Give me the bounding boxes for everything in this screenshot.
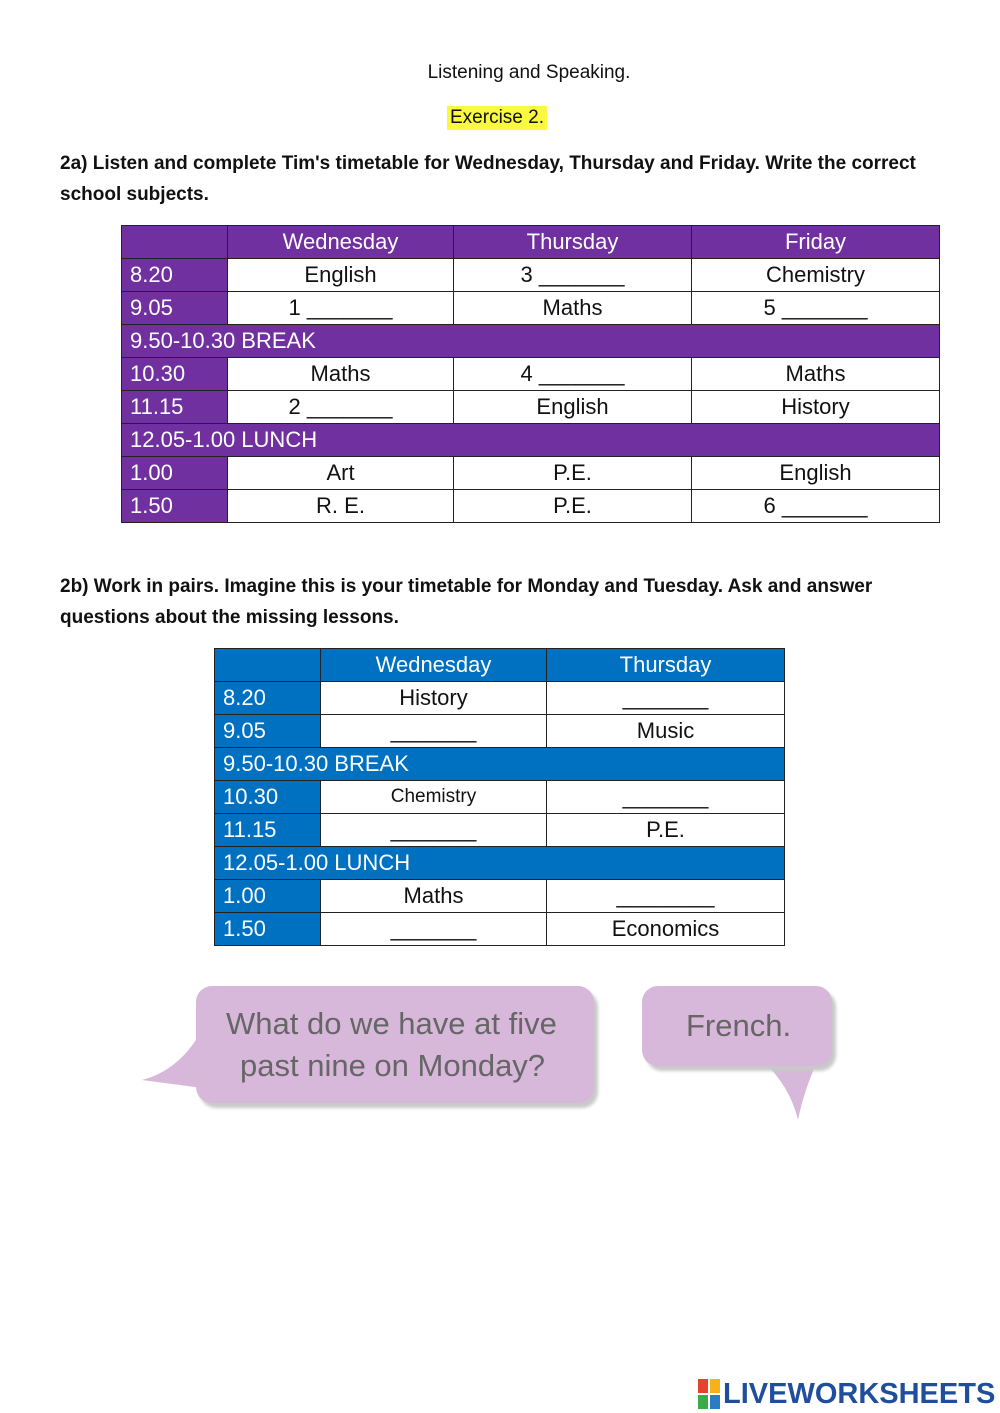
subject-cell: History — [321, 682, 547, 715]
header-corner — [122, 226, 228, 259]
blank-cell: _______ — [547, 682, 785, 715]
subject-cell: Economics — [547, 913, 785, 946]
lunch-label: 12.05-1.00 LUNCH — [122, 424, 940, 457]
time-cell: 11.15 — [215, 814, 321, 847]
subject-cell: English — [692, 457, 940, 490]
subject-cell: Maths — [228, 358, 454, 391]
subject-cell: Chemistry — [321, 781, 547, 814]
time-cell: 8.20 — [215, 682, 321, 715]
answer-blank-2[interactable]: 2 _______ — [228, 391, 454, 424]
header-corner — [215, 649, 321, 682]
table-row — [122, 259, 940, 292]
header-friday: Friday — [692, 226, 940, 259]
instruction-2b: 2b) Work in pairs. Imagine this is your timetable for Monday and Tuesday. Ask and answer questions about the missing lessons. — [60, 576, 873, 628]
table-row — [122, 358, 940, 391]
timetable-2a — [121, 225, 940, 523]
lunch-label: 12.05-1.00 LUNCH — [215, 847, 785, 880]
answer-blank-3[interactable]: 3 _______ — [454, 259, 692, 292]
time-cell: 1.00 — [122, 457, 228, 490]
blank-cell: ________ — [547, 880, 785, 913]
liveworksheets-logo — [698, 1376, 995, 1412]
subject-cell: Maths — [321, 880, 547, 913]
time-cell: 10.30 — [215, 781, 321, 814]
subject-cell: History — [692, 391, 940, 424]
table-row — [215, 913, 785, 946]
time-cell: 10.30 — [122, 358, 228, 391]
question-line-2: past nine on Monday? — [240, 1048, 546, 1083]
time-cell: 11.15 — [122, 391, 228, 424]
answer-blank-1[interactable]: 1 _______ — [228, 292, 454, 325]
table-row — [215, 781, 785, 814]
subject-cell: Chemistry — [692, 259, 940, 292]
table-row — [215, 814, 785, 847]
table-row — [122, 457, 940, 490]
lunch-row — [122, 424, 940, 457]
break-row — [215, 748, 785, 781]
exercise-label: Exercise 2. — [447, 106, 547, 130]
answer-blank-5[interactable]: 5 _______ — [692, 292, 940, 325]
header-wednesday: Wednesday — [228, 226, 454, 259]
subject-cell: English — [454, 391, 692, 424]
subject-cell: P.E. — [547, 814, 785, 847]
question-line-1: What do we have at five — [226, 1006, 557, 1041]
table-row — [215, 715, 785, 748]
blank-cell: _______ — [321, 913, 547, 946]
time-cell: 1.50 — [215, 913, 321, 946]
time-cell: 9.05 — [122, 292, 228, 325]
subject-cell: Maths — [454, 292, 692, 325]
time-cell: 1.50 — [122, 490, 228, 523]
timetable-2b — [214, 648, 785, 946]
blank-cell: _______ — [547, 781, 785, 814]
logo-text: LIVEWORKSHEETS — [723, 1377, 996, 1410]
subject-cell: R. E. — [228, 490, 454, 523]
subject-cell: Maths — [692, 358, 940, 391]
table-row — [122, 292, 940, 325]
subject-cell: Art — [228, 457, 454, 490]
answer-text: French. — [686, 1008, 792, 1043]
table-row — [122, 490, 940, 523]
subject-cell: P.E. — [454, 457, 692, 490]
blank-cell: _______ — [321, 814, 547, 847]
time-cell: 9.05 — [215, 715, 321, 748]
header-wednesday: Wednesday — [321, 649, 547, 682]
header-thursday: Thursday — [547, 649, 785, 682]
time-cell: 1.00 — [215, 880, 321, 913]
subject-cell: English — [228, 259, 454, 292]
table-row — [215, 880, 785, 913]
break-row — [122, 325, 940, 358]
logo-mark-icon — [698, 1379, 720, 1409]
answer-blank-4[interactable]: 4 _______ — [454, 358, 692, 391]
break-label: 9.50-10.30 BREAK — [215, 748, 785, 781]
subject-cell: Music — [547, 715, 785, 748]
table-header-row — [122, 226, 940, 259]
answer-bubble — [642, 986, 832, 1066]
question-bubble — [196, 986, 594, 1103]
header-thursday: Thursday — [454, 226, 692, 259]
answer-blank-6[interactable]: 6 _______ — [692, 490, 940, 523]
time-cell: 8.20 — [122, 259, 228, 292]
subject-cell: P.E. — [454, 490, 692, 523]
page-title: Listening and Speaking. — [427, 62, 631, 83]
break-label: 9.50-10.30 BREAK — [122, 325, 940, 358]
lunch-row — [215, 847, 785, 880]
blank-cell: _______ — [321, 715, 547, 748]
table-row — [215, 682, 785, 715]
table-row — [122, 391, 940, 424]
speech-bubble-tail-right — [760, 1060, 820, 1124]
table-header-row — [215, 649, 785, 682]
instruction-2a: 2a) Listen and complete Tim's timetable for Wednesday, Thursday and Friday. Write the correct school subjects. — [60, 153, 916, 205]
